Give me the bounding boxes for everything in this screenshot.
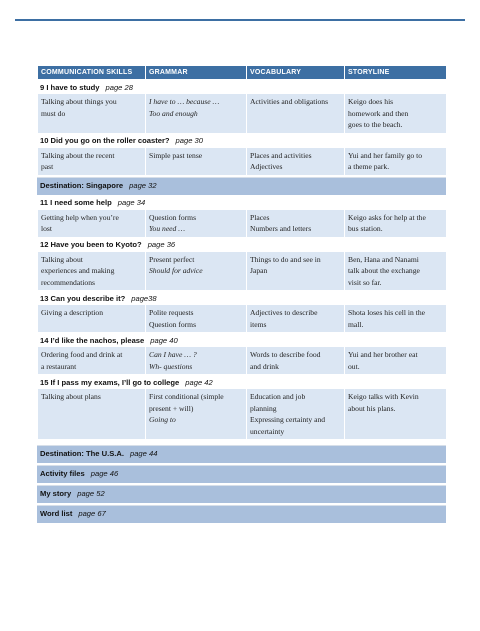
destination-singapore-bar	[37, 177, 446, 195]
unit-title-row	[38, 79, 446, 94]
story-line: homework and then	[348, 108, 409, 118]
vocab-line: Adjectives to describe	[250, 308, 318, 317]
destination-page: page 67	[78, 509, 106, 518]
table-of-contents	[37, 66, 446, 523]
comm-line: recommendations	[41, 277, 95, 287]
activity-files-bar	[37, 465, 446, 483]
destination-label: Destination: Singapore	[40, 180, 124, 190]
story-line: Yui and her family go to	[348, 150, 423, 160]
unit-title-row	[38, 374, 446, 389]
grammar-line: Should for advice	[149, 266, 203, 275]
vocab-line: and drink	[250, 361, 279, 371]
unit-title: 10 Did you go on the roller coaster?	[40, 136, 170, 145]
unit-title-row	[38, 237, 446, 252]
grammar-line: Going to	[149, 415, 176, 424]
vocab-line: uncertainty	[250, 426, 285, 436]
unit-row	[38, 252, 446, 291]
unit-row	[38, 210, 446, 237]
comm-line: Ordering food and drink at	[41, 350, 123, 359]
grammar-line: present + will)	[149, 403, 194, 413]
story-line: out.	[348, 361, 360, 371]
unit-page: page38	[131, 293, 157, 303]
word-list-bar	[37, 505, 446, 523]
story-line: Keigo does his	[348, 97, 394, 106]
unit-title: 11 I need some help	[40, 198, 112, 207]
unit-title: 12 Have you been to Kyoto?	[40, 240, 142, 249]
grammar-line: Simple past tense	[149, 150, 203, 160]
grammar-line: You need …	[149, 224, 186, 233]
vocab-line: Education and job	[250, 392, 306, 401]
vocab-line: Places	[250, 212, 270, 222]
header-storyline: STORYLINE	[345, 66, 446, 79]
comm-line: Talking about things you	[41, 97, 117, 106]
grammar-line: Polite requests	[149, 308, 194, 317]
header-vocabulary: VOCABULARY	[247, 66, 344, 79]
story-line: goes to the beach.	[348, 120, 403, 129]
header-communication: COMMUNICATION SKILLS	[38, 66, 145, 79]
unit-title: 15 If I pass my exams, I’ll go to college	[40, 377, 180, 387]
comm-line: experiences and making	[41, 266, 115, 275]
grammar-line: Present perfect	[149, 254, 195, 264]
story-line: Ben, Hana and Nanami	[348, 254, 419, 264]
my-story-bar	[37, 485, 446, 503]
destination-page: page 46	[90, 469, 119, 478]
grammar-line: Can I have … ?	[149, 350, 197, 359]
destination-label: Word list	[40, 509, 73, 518]
unit-row	[38, 305, 446, 332]
story-line: Yui and her brother eat	[348, 350, 418, 359]
story-line: about his plans.	[348, 403, 396, 413]
header-row	[38, 66, 446, 79]
grammar-line: Wh- questions	[149, 361, 193, 371]
unit-title-row	[38, 133, 446, 148]
destination-label: My story	[40, 489, 72, 498]
destination-usa-bar	[37, 445, 446, 463]
destination-label: Activity files	[40, 469, 85, 478]
unit-title: 13 Can you describe it?	[40, 293, 126, 303]
destination-page: page 32	[129, 180, 157, 190]
vocab-line: Things to do and see in	[250, 254, 321, 264]
vocab-line: Words to describe food	[250, 350, 321, 359]
unit-title: 9 I have to study	[40, 82, 100, 92]
vocab-line: Places and activities	[250, 150, 312, 160]
story-line: visit so far.	[348, 277, 382, 287]
comm-line: a restaurant	[41, 361, 77, 371]
unit-page: page 28	[105, 82, 133, 92]
unit-title: 14 I’d like the nachos, please	[40, 335, 145, 345]
unit-page: page 30	[175, 136, 203, 145]
grammar-line: Too and enough	[149, 108, 198, 118]
story-line: Shota loses his cell in the	[348, 308, 425, 317]
grammar-line: First conditional (simple	[149, 392, 224, 401]
unit-row	[38, 148, 446, 175]
vocab-line: Numbers and letters	[250, 224, 312, 233]
comm-line: must do	[41, 108, 66, 118]
story-line: Keigo asks for help at the	[348, 212, 426, 222]
destination-page: page 44	[129, 449, 158, 458]
story-line: talk about the exchange	[348, 266, 420, 275]
unit-page: page 34	[117, 198, 146, 207]
vocab-line: items	[250, 319, 267, 329]
grammar-line: Question forms	[149, 319, 197, 329]
unit-row	[38, 389, 446, 439]
header-grammar: GRAMMAR	[146, 66, 246, 79]
vocab-line: planning	[250, 403, 277, 413]
destination-label: Destination: The U.S.A.	[40, 449, 124, 458]
comm-line: Talking about the recent	[41, 150, 115, 160]
comm-line: Talking about	[41, 254, 83, 264]
unit-title-row	[38, 332, 446, 347]
unit-page: page 40	[150, 335, 178, 345]
unit-page: page 36	[147, 240, 176, 249]
top-rule	[15, 19, 465, 21]
comm-line: past	[41, 162, 54, 171]
comm-line: Giving a description	[41, 308, 104, 317]
unit-title-row	[38, 290, 446, 305]
toc-table	[37, 66, 447, 175]
vocab-line: Expressing certainty and	[250, 415, 326, 424]
comm-line: Getting help when you’re	[41, 212, 119, 222]
unit-title-row	[38, 195, 446, 210]
vocab-line: Adjectives	[250, 162, 283, 171]
destination-page: page 52	[77, 489, 105, 498]
story-line: bus station.	[348, 224, 383, 233]
unit-row	[38, 347, 446, 374]
vocab-line: Japan	[250, 266, 268, 275]
unit-page: page 42	[185, 377, 213, 387]
comm-line: Talking about plans	[41, 392, 101, 401]
grammar-line: I have to … because …	[149, 97, 220, 106]
vocab-line: Activities and obligations	[250, 97, 329, 106]
story-line: mall.	[348, 319, 364, 329]
grammar-line: Question forms	[149, 212, 197, 222]
story-line: a theme park.	[348, 162, 390, 171]
story-line: Keigo talks with Kevin	[348, 392, 419, 401]
unit-row	[38, 94, 446, 133]
comm-line: lost	[41, 224, 52, 233]
toc-table-continued	[37, 195, 447, 440]
